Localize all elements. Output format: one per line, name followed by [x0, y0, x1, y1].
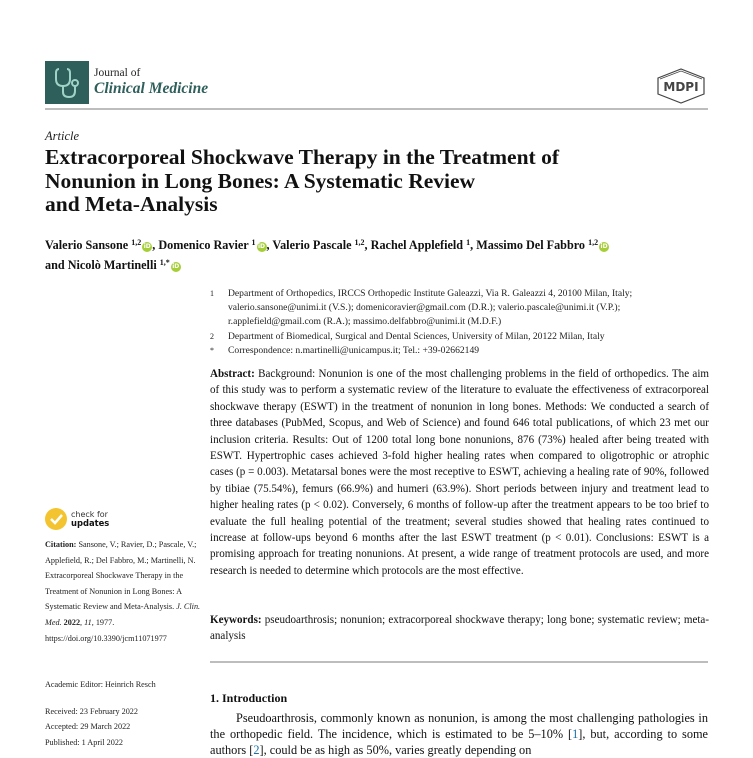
title-line: and Meta-Analysis — [45, 192, 218, 216]
section-heading: 1. Introduction — [210, 691, 288, 705]
author-name[interactable]: Valerio Sansone — [45, 238, 129, 252]
author-name[interactable]: Domenico Ravier — [158, 238, 249, 252]
svg-text:MDPI: MDPI — [663, 80, 699, 94]
intro-paragraph: Pseudoarthrosis, commonly known as nonunion, is among the most challenging pathologies in the orthopedic field. The incidence, which is estimated to be 5–10% [1], but, according to some authors [2], could be as high as 50%, varies greatly depending on — [210, 711, 708, 757]
journal-name: Clinical Medicine — [94, 80, 209, 97]
correspondence: * Correspondence: n.martinelli@unicampus.it; Tel.: +39-02662149 — [210, 344, 480, 356]
affiliations — [210, 287, 715, 358]
title-line: Extracorporeal Shockwave Therapy in the Treatment of — [45, 145, 559, 169]
citation-link[interactable]: 2 — [253, 743, 260, 757]
article-type: Article — [45, 129, 80, 143]
affiliation-1: 1 Department of Orthopedics, IRCCS Orthopedic Institute Galeazzi, Via R. Galeazzi 4, 20100 Milan, Italy; valerio.sansone@unimi.it (V.S.); domenicoravier@gmail.com (D.R.); valerio.pascale@unimi.it (V.P.); r.applefield@gmail.com (R.A.); massimo.delfabbro@unimi.it (M.D.F.) — [210, 288, 633, 328]
academic-editor: Academic Editor: Heinrich Resch — [45, 680, 156, 689]
abstract: Abstract: Background: Nonunion is one of the most challenging problems in the field of orthopedics. The aim of this study was to perform a systematic review of the literature to evaluate the effectiveness of extracorporeal shockwave therapy (ESWT) in the treatment of nonunion in long bones. Methods: We conducted a search of three databases (PubMed, Scopus, and Web of Science) and found 646 total publications, of which 23 met our inclusion criteria. Results: Out of 1200 total long bone nonunions, 876 (73%) healed after being treated with ESWT. Hypertrophic cases achieved 3-fold higher healing rates when compared to oligotrophic or atrophic cases (p = 0.003). Metatarsal bones were the most receptive to ESWT, achieving a healing rate of 90%, followed by tibiae (75.54%), femurs (66.9%) and humeri (63.9%). Short periods between injury and treatment lead to higher healing rates (p < 0.02). Conversely, 6 months of follow-up after the treatment appears to be too brief to evaluate the full healing potential of the treatment; several studies showed that healing rates continued to increase at follow-ups beyond 6 months after the last ESWT treatment (p < 0.01). Conclusions: ESWT is a promising approach for treating nonunions. At present, a wide range of treatment protocols are used, and more research is needed to determine which protocols are the most effective. — [210, 368, 709, 577]
citation-link[interactable]: 1 — [572, 727, 579, 741]
journal-logo — [45, 61, 89, 104]
title-line: Nonunion in Long Bones: A Systematic Review — [45, 168, 476, 193]
author-name[interactable]: Nicolò Martinelli — [67, 258, 157, 272]
author-name[interactable]: Rachel Applefield — [370, 238, 464, 252]
header-divider — [45, 108, 708, 110]
keywords-text: pseudoarthrosis; nonunion; extracorporeal shockwave therapy; long bone; systematic review; meta-analysis — [210, 614, 709, 643]
stethoscope-icon — [52, 66, 82, 100]
received-date: Received: 23 February 2022 — [45, 707, 138, 716]
mdpi-logo[interactable] — [654, 68, 708, 104]
orcid-icon[interactable]: iD — [258, 243, 266, 250]
check-for-updates-button[interactable]: check for updates — [45, 508, 109, 530]
article-title — [45, 146, 685, 217]
citation: Citation: Sansone, V.; Ravier, D.; Pascale, V.; Applefield, R.; Del Fabbro, M.; Martinelli, N. Extracorporeal Shockwave Therapy in the Treatment of Nonunion in Long Bones: A Systematic Review and Meta-Analysis. J. Clin. Med. 2022, 11, 1977. https://doi.org/10.3390/jcm11071977 — [45, 540, 201, 643]
orcid-icon[interactable]: iD — [172, 263, 180, 270]
orcid-icon[interactable]: iD — [143, 243, 151, 250]
author-list: Valerio Sansone $^{1,2}$ iD, Domenico Ravier $^1$ iD, Valerio Pascale $^{1,2}$, Rachel Applefield $^1$, Massimo Del Fabbro $^{1,2}$ iD and Nicolò Martinelli $^{1,*}$ iD — [45, 238, 608, 272]
affiliation-2: 2 Department of Biomedical, Surgical and Dental Sciences, University of Milan, 20122 Milan, Italy — [210, 330, 605, 342]
author-name[interactable]: Massimo Del Fabbro — [476, 238, 586, 252]
journal-prefix: Journal of — [94, 67, 141, 79]
doi-link[interactable]: , 1977. https://doi.org/10.3390/jcm11071977 — [45, 617, 167, 643]
author-name[interactable]: Valerio Pascale — [272, 238, 352, 252]
abstract-divider — [210, 661, 708, 663]
orcid-icon[interactable]: iD — [600, 243, 608, 250]
accepted-date: Accepted: 29 March 2022 — [45, 722, 131, 732]
published-date: Published: 1 April 2022 — [45, 737, 124, 747]
keywords: Keywords: pseudoarthrosis; nonunion; extracorporeal shockwave therapy; long bone; systematic review; meta-analysis — [210, 614, 709, 643]
checkmark-icon — [45, 508, 67, 530]
publication-dates — [45, 704, 138, 750]
abstract-text: Background: Nonunion is one of the most challenging problems in the field of orthopedics. The aim of this study was to perform a systematic review of the literature to evaluate the effectiveness of extracorporeal shockwave therapy (ESWT) in the treatment of nonunion in long bones. Methods: We conducted a search of three databases (PubMed, Scopus, and Web of Science) and found 646 total publications, of which 23 met our inclusion criteria. Results: Out of 1200 total long bone nonunions, 876 (73%) healed after being treated with ESWT. Hypertrophic cases achieved 3-fold higher healing rates when compared to oligotrophic or atrophic cases (p = 0.003). Metatarsal bones were the most receptive to ESWT, achieving a healing rate of 90%, followed by tibiae (75.54%), femurs (66.9%) and humeri (63.9%). Short periods between injury and treatment lead to higher healing rates (p < 0.02). Conversely, 6 months of follow-up after the treatment appears to be too brief to evaluate the full healing potential of the treatment; several studies showed that healing rates continued to increase at follow-ups beyond 6 months after the last ESWT treatment (p < 0.01). Conclusions: ESWT is a promising approach for treating nonunions. At present, a wide range of treatment protocols are used, and more research is needed to determine which protocols are the most effective. — [210, 368, 709, 577]
